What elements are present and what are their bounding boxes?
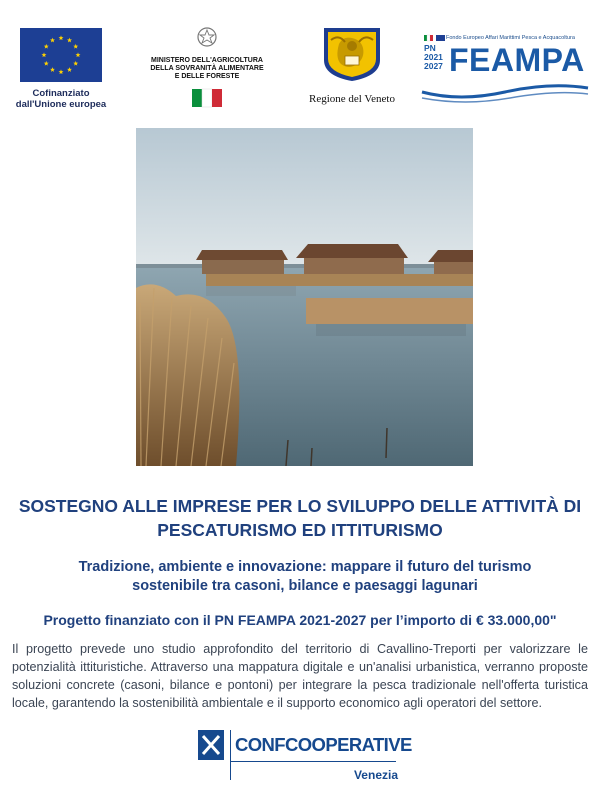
- logo-divider-horizontal: [230, 761, 396, 762]
- funding-statement: Progetto finanziato con il PN FEAMPA 2021-2027 per l’importo di € 33.000,00": [43, 612, 557, 628]
- eu-star-icon: [73, 44, 78, 49]
- ministry-agriculture-logo: [138, 26, 276, 110]
- page-title: [0, 494, 600, 542]
- eu-flag-icon: [20, 28, 102, 82]
- page-subtitle: [40, 558, 570, 596]
- logo-bar: [0, 22, 600, 112]
- eu-star-icon: [67, 67, 72, 72]
- confcooperative-mark-icon: [198, 730, 224, 760]
- feampa-logo: [420, 30, 590, 110]
- regione-veneto-logo: [294, 26, 410, 105]
- veneto-caption: Regione del Veneto: [309, 93, 395, 105]
- feampa-flags-icon: [424, 34, 446, 42]
- ministry-line2: DELLA SOVRANITÀ ALIMENTARE: [150, 65, 264, 72]
- project-description: Il progetto prevede uno studio approfondito del territorio di Cavallino-Treporti per valorizzare le potenzialità ittituristiche. Attraverso una mappatura digitale e un'analisi urbanistica, verranno proposte soluzioni concrete (casoni, bilance e pontoni) per integrare la pesca tradizionale nell'offerta turistica locale, garantendo la sostenibilità ambientale e il supporto economico agli operatori del settore.: [12, 642, 588, 710]
- feampa-pn: PN: [424, 43, 436, 53]
- ministry-line3: E DELLE FORESTE: [174, 73, 240, 80]
- confcooperative-city: Venezia: [353, 768, 398, 782]
- title-line2: PESCATURISMO ED ITTITURISMO: [157, 520, 443, 540]
- feampa-wave-icon: [420, 78, 590, 104]
- eu-star-icon: [44, 61, 49, 66]
- eu-star-icon: [50, 67, 55, 72]
- feampa-year-end: 2027: [424, 61, 443, 71]
- feampa-fund-name: Fondo Europeo Affari Marittimi Pesca e Acquacoltura: [446, 35, 575, 41]
- subtitle-line1: Tradizione, ambiente e innovazione: mappare il futuro del turismo: [78, 559, 532, 575]
- eu-cofinanced-logo: [15, 28, 107, 110]
- eu-caption-line1: Cofinanziato: [32, 88, 90, 99]
- title-line1: SOSTEGNO ALLE IMPRESE PER LO SVILUPPO DELLE ATTIVITÀ DI: [18, 496, 582, 516]
- ministry-line1: MINISTERO DELL'AGRICOLTURA: [151, 57, 263, 64]
- subtitle-line2: sostenibile tra casoni, bilance e paesaggi lagunari: [132, 578, 478, 594]
- feampa-name: FEAMPA: [449, 42, 585, 78]
- lagoon-stilt-houses-photo: [136, 128, 473, 466]
- feampa-year-start: 2021: [424, 52, 443, 62]
- italian-emblem-icon: [138, 26, 276, 48]
- confcooperative-logo: [198, 730, 412, 790]
- eu-caption-line2: dall'Unione europea: [15, 99, 107, 110]
- logo-divider-vertical: [230, 730, 231, 780]
- eu-star-icon: [76, 52, 81, 57]
- eu-star-icon: [42, 52, 47, 57]
- eu-star-icon: [67, 38, 72, 43]
- eu-star-icon: [59, 35, 64, 40]
- eu-star-icon: [59, 69, 64, 74]
- eu-star-icon: [44, 44, 49, 49]
- eu-star-icon: [73, 61, 78, 66]
- italian-flag-icon: [138, 87, 276, 109]
- confcooperative-name: CONFCOOPERATIVE: [235, 734, 412, 755]
- eu-star-icon: [50, 38, 55, 43]
- lion-of-st-mark-shield-icon: [321, 26, 383, 82]
